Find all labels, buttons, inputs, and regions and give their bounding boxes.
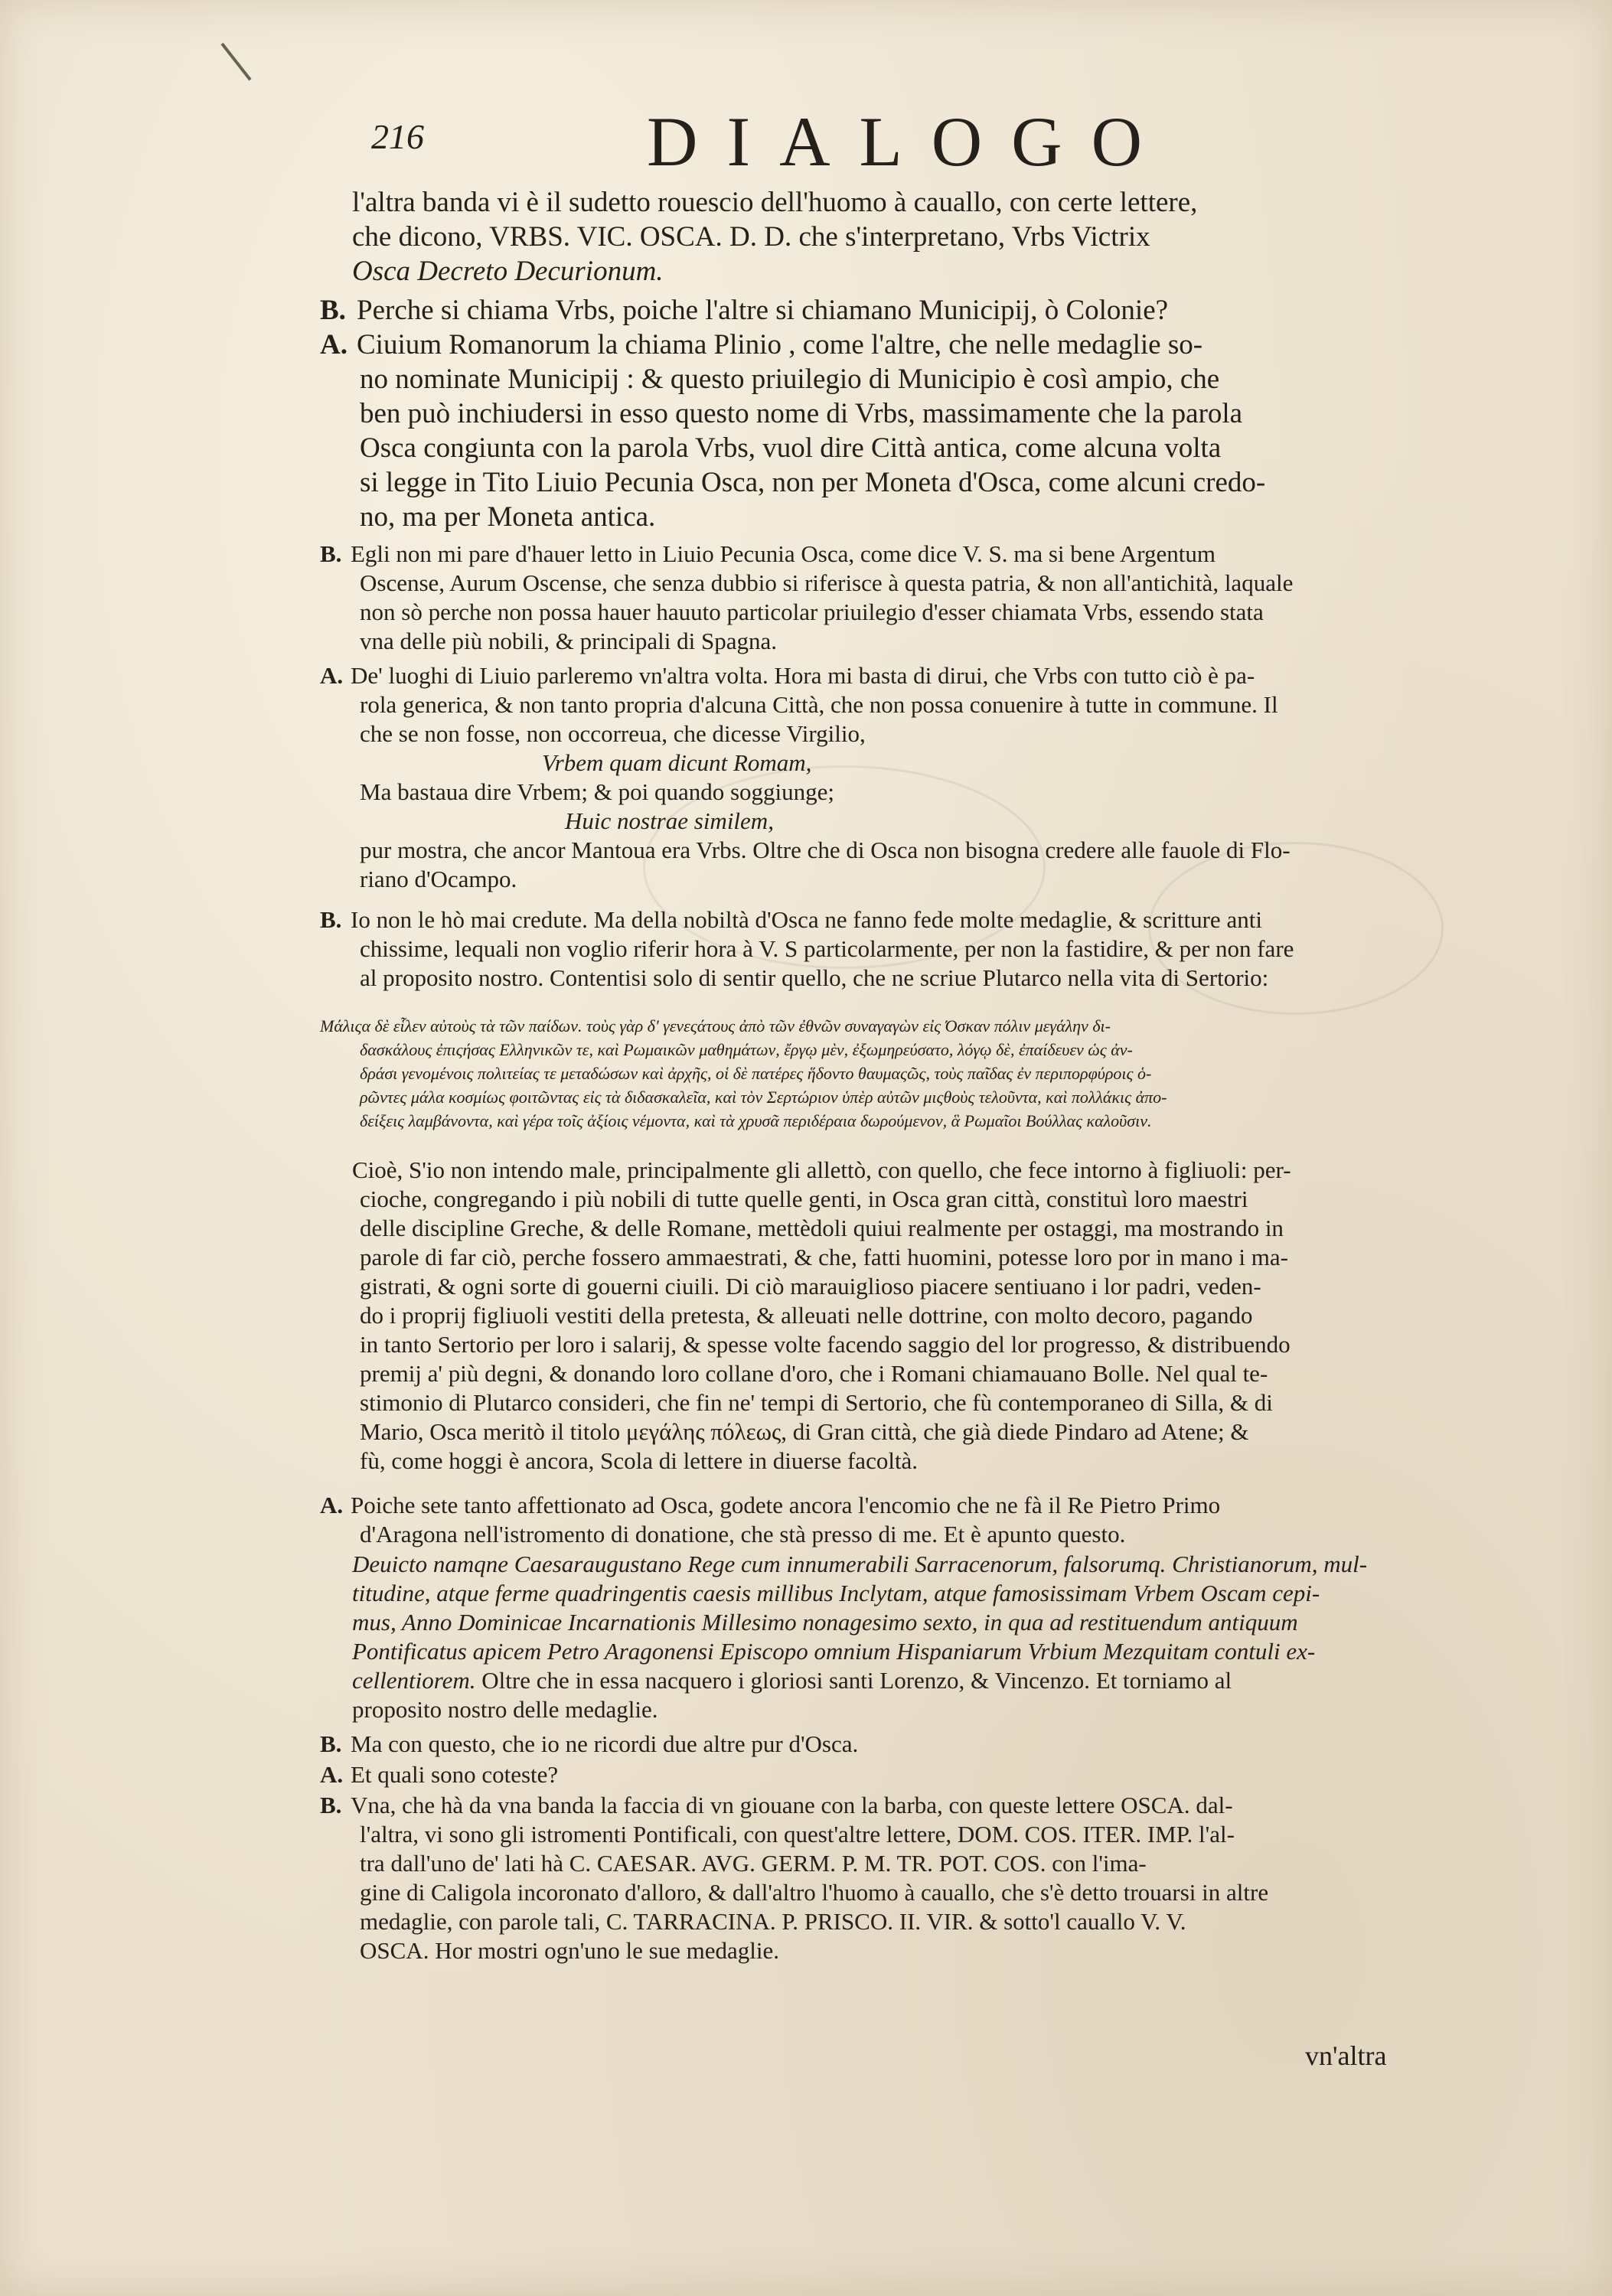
text-line: riano d'Ocampo. xyxy=(360,866,517,892)
text-line: delle discipline Greche, & delle Romane, mettèdoli quiui realmente per ostaggi, ma mostrando in xyxy=(360,1215,1284,1241)
dialogue-b xyxy=(320,1791,1451,1965)
text-line: in tanto Sertorio per loro i salarij, & spesse volte facendo saggio del lor progresso, & distribuendo xyxy=(360,1331,1291,1358)
speaker-label: A. xyxy=(320,329,348,360)
greek-line: δράσι γενομένοις πολιτείας τε μεταδώσων καὶ ἀρχῆς, οἱ δὲ πατέρες ἥδοντο θαυμαςῶς, τοὺς παῖδας ἐν περιπορφύροις ὁ- xyxy=(360,1064,1152,1083)
text-line xyxy=(320,661,1451,690)
text-line xyxy=(320,1791,1451,1820)
text-line: premij a' più degni, & donando loro collane d'oro, che i Romani chiamauano Bolle. Nel qual te- xyxy=(360,1360,1268,1387)
page-number: 216 xyxy=(371,117,424,156)
text-line: Cioè, S'io non intendo male, principalmente gli allettò, con quello, che fece intorno à figliuoli: per- xyxy=(352,1156,1291,1183)
dialogue-b xyxy=(320,540,1451,656)
text-line: vna delle più nobili, & principali di Spagna. xyxy=(360,628,777,654)
speech-text: Perche si chiama Vrbs, poiche l'altre si chiamano Municipij, ò Colonie? xyxy=(357,295,1169,326)
text-line: non sò perche non possa hauer hauuto particolar priuilegio d'esser chiamata Vrbs, essendo stata xyxy=(360,598,1264,625)
speech-text: Ma con questo, che io ne ricordi due altre pur d'Osca. xyxy=(351,1730,859,1757)
text-line: stimonio di Plutarco consideri, che fin ne' tempi di Sertorio, che fù contemporaneo di Silla, & di xyxy=(360,1389,1273,1416)
text-line: tra dall'uno de' lati hà C. CAESAR. AVG. GERM. P. M. TR. POT. COS. con l'ima- xyxy=(360,1850,1147,1877)
text-line: no, ma per Moneta antica. xyxy=(360,501,656,533)
latin-charter-quotation xyxy=(320,1550,1451,1724)
text-line xyxy=(320,1760,1451,1789)
text-line xyxy=(320,905,1451,934)
speaker-label: B. xyxy=(320,295,346,326)
text-line: mus, Anno Dominicae Incarnationis Millesimo nonagesimo sexto, in qua ad restituendum antiquum xyxy=(352,1609,1298,1636)
text-line: al proposito nostro. Contentisi solo di sentir quello, che ne scriue Plutarco nella vita di Sertorio: xyxy=(360,964,1269,991)
text-line: d'Aragona nell'istromento di donatione, che stà presso di me. Et è apunto questo. xyxy=(360,1521,1126,1548)
greek-line: δασκάλους ἐπιςήσας Ελληνικῶν τε, καὶ Ρωμαικῶν μαθημάτων, ἔργῳ μὲν, ἐξωμηρεύσατο, λόγῳ δὲ, ἐπαίδευεν ὡς ἀν- xyxy=(360,1040,1133,1059)
text-line: Deuicto namqne Caesaraugustano Rege cum innumerabili Sarracenorum, falsorumq. Christianorum, mul- xyxy=(352,1551,1368,1577)
text-line xyxy=(320,1666,1451,1695)
text-line: l'altra banda vi è il sudetto rouescio dell'huomo à cauallo, con certe lettere, xyxy=(352,187,1198,218)
text-line: si legge in Tito Liuio Pecunia Osca, non per Moneta d'Osca, come alcuni credo- xyxy=(360,467,1266,498)
text-line: ben può inchiudersi in esso questo nome di Vrbs, massimamente che la parola xyxy=(360,398,1243,429)
speech-text: Ciuium Romanorum la chiama Plinio , come l'altre, che nelle medaglie so- xyxy=(357,329,1203,360)
speaker-label: B. xyxy=(320,540,342,567)
text-line: chissime, lequali non voglio riferir hora à V. S particolarmente, per non la fastidire, & per non fare xyxy=(360,935,1294,962)
text-line: no nominate Municipij : & questo priuilegio di Municipio è così ampio, che xyxy=(360,364,1220,395)
text-line: Osca congiunta con la parola Vrbs, vuol dire Città antica, come alcuna volta xyxy=(360,432,1222,464)
text-line: titudine, atque ferme quadringentis caesis millibus Inclytam, atque famosissimam Vrbem Oscam cepi- xyxy=(352,1580,1320,1606)
text-line xyxy=(320,540,1451,569)
speaker-label: B. xyxy=(320,906,342,933)
text-run: Oltre che in essa nacquero i gloriosi santi Lorenzo, & Vincenzo. Et torniamo al xyxy=(481,1667,1232,1694)
text-line: Oscense, Aurum Oscense, che senza dubbio si riferisce à questa patria, & non all'antichità, laquale xyxy=(360,569,1294,596)
text-line: che dicono, VRBS. VIC. OSCA. D. D. che s'interpretano, Vrbs Victrix xyxy=(352,221,1150,253)
speech-text: Egli non mi pare d'hauer letto in Liuio Pecunia Osca, come dice V. S. ma si bene Argentum xyxy=(351,540,1216,567)
text-line xyxy=(320,1491,1451,1520)
verse-line: Huic nostrae similem, xyxy=(565,807,774,834)
speech-text: Et quali sono coteste? xyxy=(351,1761,559,1788)
text-line: rola generica, & non tanto propria d'alcuna Città, che non possa conuenire à tutte in commune. Il xyxy=(360,691,1278,718)
text-line: che se non fosse, non occorreua, che dicesse Virgilio, xyxy=(360,720,866,747)
text-line: parole di far ciò, perche fossero ammaestrati, & che, fatti huomini, potesse loro por in mano i ma- xyxy=(360,1244,1288,1270)
paragraph-continuation xyxy=(320,185,1451,289)
running-head: DIALOGO xyxy=(647,103,1172,181)
text-line: do i proprij figliuoli vestiti della pretesta, & alleuati nelle dottrine, con molto decoro, pagando xyxy=(360,1302,1253,1329)
corner-pen-mark xyxy=(220,43,251,81)
greek-line: ρῶντες μάλα κοσμίως φοιτῶντας εἰς τὰ διδασκαλεῖα, καὶ τὸν Σερτώριον ὑπὲρ αὐτῶν μιςθοὺς τελοῦντα, καὶ πολλάκις ἀπο- xyxy=(360,1088,1167,1107)
text-line: Pontificatus apicem Petro Aragonensi Episcopo omnium Hispaniarum Vrbium Mezquitam contuli ex- xyxy=(352,1638,1316,1665)
latin-end: cellentiorem. xyxy=(352,1667,476,1694)
dialogue-b xyxy=(320,293,1451,328)
dialogue-b xyxy=(320,1730,1451,1759)
greek-line: Μάλιςα δὲ εἷλεν αὐτοὺς τὰ τῶν παίδων. τοὺς γὰρ δ' γενεςάτους ἀπὸ τῶν ἐθνῶν συναγαγὼν εἰς Όσκαν πόλιν μεγάλην δι- xyxy=(320,1016,1111,1035)
text-line xyxy=(320,293,1451,328)
text-line: proposito nostro delle medaglie. xyxy=(352,1696,658,1723)
text-line: medaglie, con parole tali, C. TARRACINA. P. PRISCO. II. VIR. & sotto'l cauallo V. V. xyxy=(360,1908,1186,1935)
speaker-label: B. xyxy=(320,1730,342,1757)
speech-text: Poiche sete tanto affettionato ad Osca, godete ancora l'encomio che ne fà il Re Pietro Primo xyxy=(351,1492,1221,1518)
dialogue-a xyxy=(320,661,1451,894)
text-line: Osca Decreto Decurionum. xyxy=(352,256,664,287)
text-line: pur mostra, che ancor Mantoua era Vrbs. Oltre che di Osca non bisogna credere alle fauole di Flo- xyxy=(360,837,1291,863)
dialogue-a xyxy=(320,1491,1451,1549)
translation-paragraph xyxy=(320,1156,1451,1476)
text-line: cioche, congregando i più nobili di tutte quelle genti, in Osca gran città, constituì loro maestri xyxy=(360,1186,1248,1212)
speaker-label: B. xyxy=(320,1792,342,1818)
dialogue-a xyxy=(320,328,1451,534)
speaker-label: A. xyxy=(320,1492,344,1518)
catchword: vn'altra xyxy=(1305,2040,1387,2071)
text-line xyxy=(320,328,1451,362)
greek-quotation xyxy=(320,1014,1451,1133)
text-line: l'altra, vi sono gli istromenti Pontificali, con quest'altre lettere, DOM. COS. ITER. IMP. l'al- xyxy=(360,1821,1235,1848)
text-line: Ma bastaua dire Vrbem; & poi quando soggiunge; xyxy=(360,778,835,805)
text-line: gistrati, & ogni sorte di gouerni ciuili. Di ciò marauiglioso piacere sentiuano i lor padri, veden- xyxy=(360,1273,1261,1300)
speaker-label: A. xyxy=(320,662,344,689)
text-line: Mario, Osca meritò il titolo μεγάλης πόλεως, di Gran città, che già diede Pindaro ad Atene; & xyxy=(360,1418,1249,1445)
dialogue-a xyxy=(320,1760,1451,1789)
speech-text: Vna, che hà da vna banda la faccia di vn giouane con la barba, con queste lettere OSCA. dal- xyxy=(351,1792,1233,1818)
text-line xyxy=(320,1730,1451,1759)
greek-line: δείξεις λαμβάνοντα, καὶ γέρα τοῖς ἀξίοις νέμοντα, καὶ τὰ χρυσᾶ περιδέραια δωρούμενον, ἃ Ρωμαῖοι Βούλλας καλοῦσιν. xyxy=(360,1111,1152,1130)
text-line: fù, come hoggi è ancora, Scola di lettere in diuerse facoltà. xyxy=(360,1447,919,1474)
speaker-label: A. xyxy=(320,1761,344,1788)
speech-text: De' luoghi di Liuio parleremo vn'altra volta. Hora mi basta di dirui, che Vrbs con tutto ciò è pa- xyxy=(351,662,1255,689)
speech-text: Io non le hò mai credute. Ma della nobiltà d'Osca ne fanno fede molte medaglie, & scritture anti xyxy=(351,906,1262,933)
dialogue-b xyxy=(320,905,1451,993)
text-line: gine di Caligola incoronato d'alloro, & dall'altro l'huomo à cauallo, che s'è detto trouarsi in altre xyxy=(360,1879,1269,1906)
text-line: OSCA. Hor mostri ogn'uno le sue medaglie. xyxy=(360,1937,780,1964)
verse-line: Vrbem quam dicunt Romam, xyxy=(542,749,812,776)
